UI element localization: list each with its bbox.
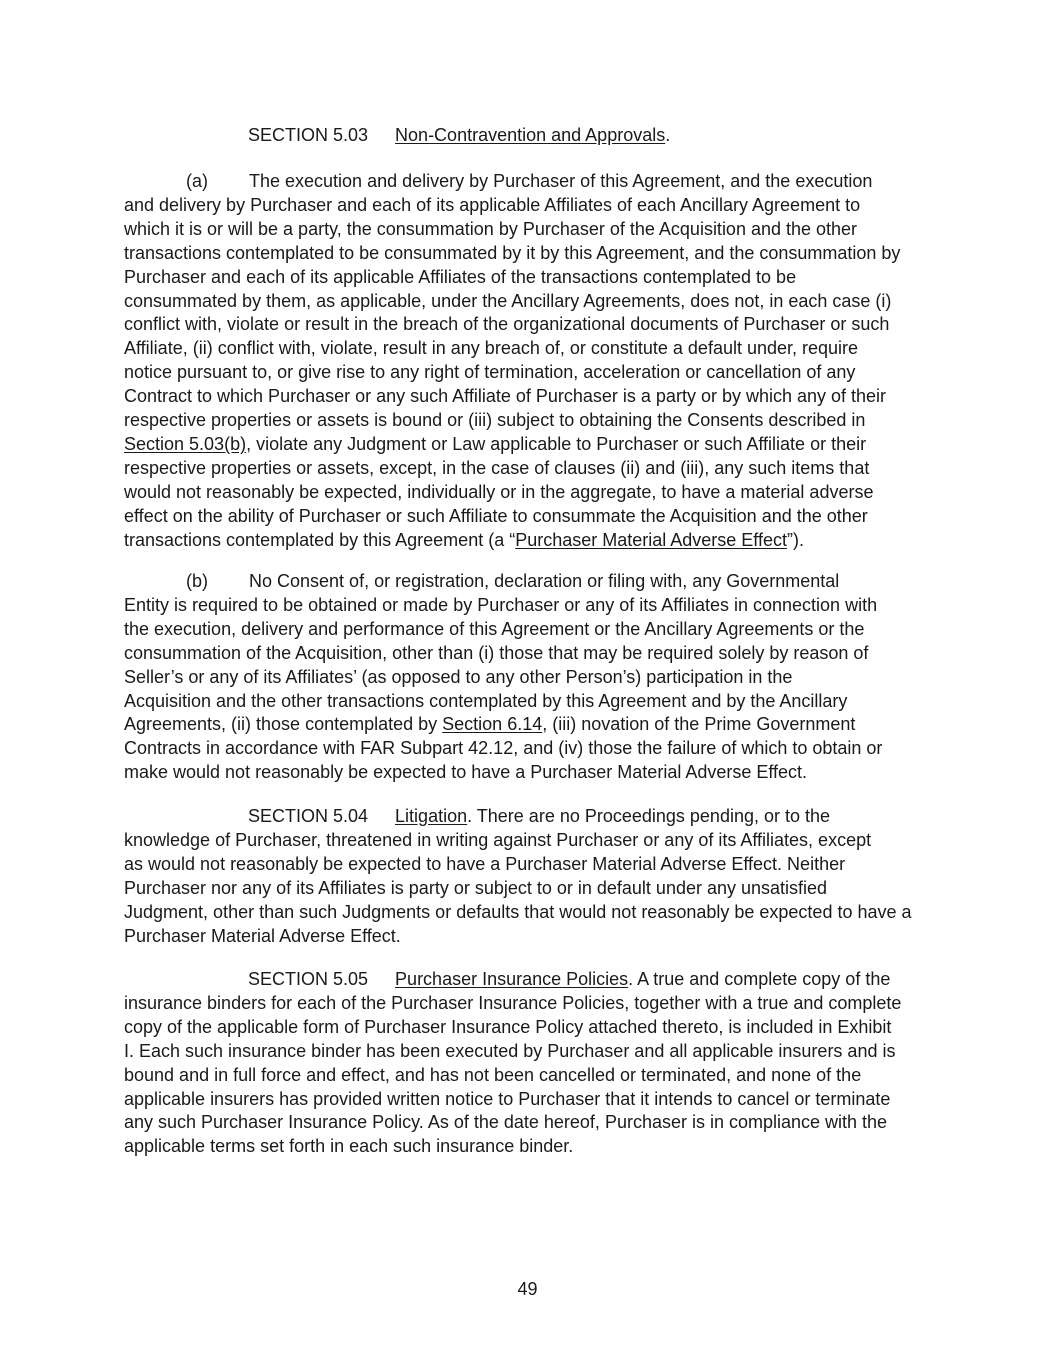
page-number: 49 [517,1279,538,1299]
section-5-04-line: Purchaser Material Adverse Effect. [124,925,401,946]
paragraph-b-line: make would not reasonably be expected to have a Purchaser Material Adverse Effect. [124,762,808,783]
paragraph-a-line: (a) The execution and delivery by Purchaser of this Agreement, and the execution [186,171,873,191]
paragraph-b-line: (b) No Consent of, or registration, declaration or filing with, any Governmental [186,571,840,591]
paragraph-a-line: transactions contemplated by this Agreement (a “Purchaser Material Adverse Effect”). [124,529,804,550]
section-5-05-line: insurance binders for each of the Purchaser Insurance Policies, together with a true and complete [124,992,902,1013]
section-5-04-line: SECTION 5.04 Litigation. There are no Proceedings pending, or to the [248,806,831,826]
section-5-05-line: SECTION 5.05 Purchaser Insurance Policies. A true and complete copy of the [248,969,891,989]
paragraph-b-line: consummation of the Acquisition, other than (i) those that may be required solely by reason of [124,642,869,663]
paragraph-a-line: Section 5.03(b), violate any Judgment or Law applicable to Purchaser or such Affiliate or their [124,433,867,454]
paragraph-a-marker: (a) [186,171,208,191]
section-5-04 [124,805,936,948]
section-5-05-label: SECTION 5.05 [248,969,369,989]
section-5-03-title-period: . [665,125,671,145]
defined-term-purchaser-mae: Purchaser Material Adverse Effect [515,529,787,550]
paragraph-a-line: and delivery by Purchaser and each of its applicable Affiliates of each Ancillary Agreement to [124,194,861,215]
section-5-05-line: applicable insurers has provided written notice to Purchaser that it intends to cancel or terminate [124,1088,891,1109]
section-5-04-title: Litigation [395,806,468,826]
paragraph-a-line: Contract to which Purchaser or any such Affiliate of Purchaser is a party or by which any of their [124,386,887,407]
paragraph-a-line: would not reasonably be expected, individually or in the aggregate, to have a material adverse [124,481,874,502]
paragraph-a-line: Purchaser and each of its applicable Affiliates of the transactions contemplated to be [124,266,797,287]
section-5-05-line: copy of the applicable form of Purchaser Insurance Policy attached thereto, is included in Exhibit [124,1016,892,1037]
paragraph-b-line: Acquisition and the other transactions contemplated by this Agreement and by the Ancillary [124,690,848,711]
section-5-03-label: SECTION 5.03 [248,125,369,145]
paragraph-b-line: Agreements, (ii) those contemplated by Section 6.14, (iii) novation of the Prime Government [124,714,856,735]
section-5-03-title: Non-Contravention and Approvals [395,125,666,145]
section-5-04-line: knowledge of Purchaser, threatened in writing against Purchaser or any of its Affiliates, except [124,829,872,850]
section-5-04-label: SECTION 5.04 [248,806,369,826]
paragraph-a-line: effect on the ability of Purchaser or such Affiliate to consummate the Acquisition and the other [124,505,868,526]
section-5-04-line: Judgment, other than such Judgments or defaults that would not reasonably be expected to have a [124,901,912,922]
section-5-05-line: any such Purchaser Insurance Policy. As of the date hereof, Purchaser is in compliance with the [124,1112,888,1133]
paragraph-a [124,170,936,553]
paragraph-a-line: which it is or will be a party, the consummation by Purchaser of the Acquisition and the other [124,218,858,239]
section-5-05-line: applicable terms set forth in each such insurance binder. [124,1136,574,1157]
section-5-05-title: Purchaser Insurance Policies [395,969,629,989]
section-5-04-line: Purchaser nor any of its Affiliates is party or subject to or in default under any unsatisfied [124,877,828,898]
paragraph-a-line: transactions contemplated to be consummated by it by this Agreement, and the consummation by [124,242,901,263]
paragraph-b-line: Entity is required to be obtained or made by Purchaser or any of its Affiliates in connection with [124,594,878,615]
section-5-04-line: as would not reasonably be expected to have a Purchaser Material Adverse Effect. Neither [124,853,846,874]
section-5-05-line: I. Each such insurance binder has been executed by Purchaser and all applicable insurers and is [124,1040,896,1061]
section-5-03-heading [248,124,670,148]
paragraph-b-marker: (b) [186,571,208,591]
section-6-14-reference: Section 6.14 [442,714,543,735]
paragraph-a-line: Affiliate, (ii) conflict with, violate, result in any breach of, or constitute a default under, require [124,338,859,359]
section-5-03b-reference: Section 5.03(b) [124,433,247,454]
paragraph-b-line: Seller’s or any of its Affiliates’ (as opposed to any other Person’s) participation in the [124,666,793,687]
paragraph-a-line: conflict with, violate or result in the breach of the organizational documents of Purchaser or such [124,314,890,335]
section-5-05 [124,968,936,1159]
paragraph-a-line: notice pursuant to, or give rise to any right of termination, acceleration or cancellation of any [124,362,856,383]
paragraph-a-line: respective properties or assets is bound or (iii) subject to obtaining the Consents described in [124,410,866,431]
section-5-05-line: bound and in full force and effect, and has not been cancelled or terminated, and none of the [124,1064,862,1085]
paragraph-b [124,570,936,785]
paragraph-b-line: Contracts in accordance with FAR Subpart 42.12, and (iv) those the failure of which to obtain or [124,738,883,759]
paragraph-b-line: the execution, delivery and performance of this Agreement or the Ancillary Agreements or the [124,618,865,639]
paragraph-a-line: respective properties or assets, except, in the case of clauses (ii) and (iii), any such items that [124,457,870,478]
paragraph-a-line: consummated by them, as applicable, under the Ancillary Agreements, does not, in each case (i) [124,290,892,311]
